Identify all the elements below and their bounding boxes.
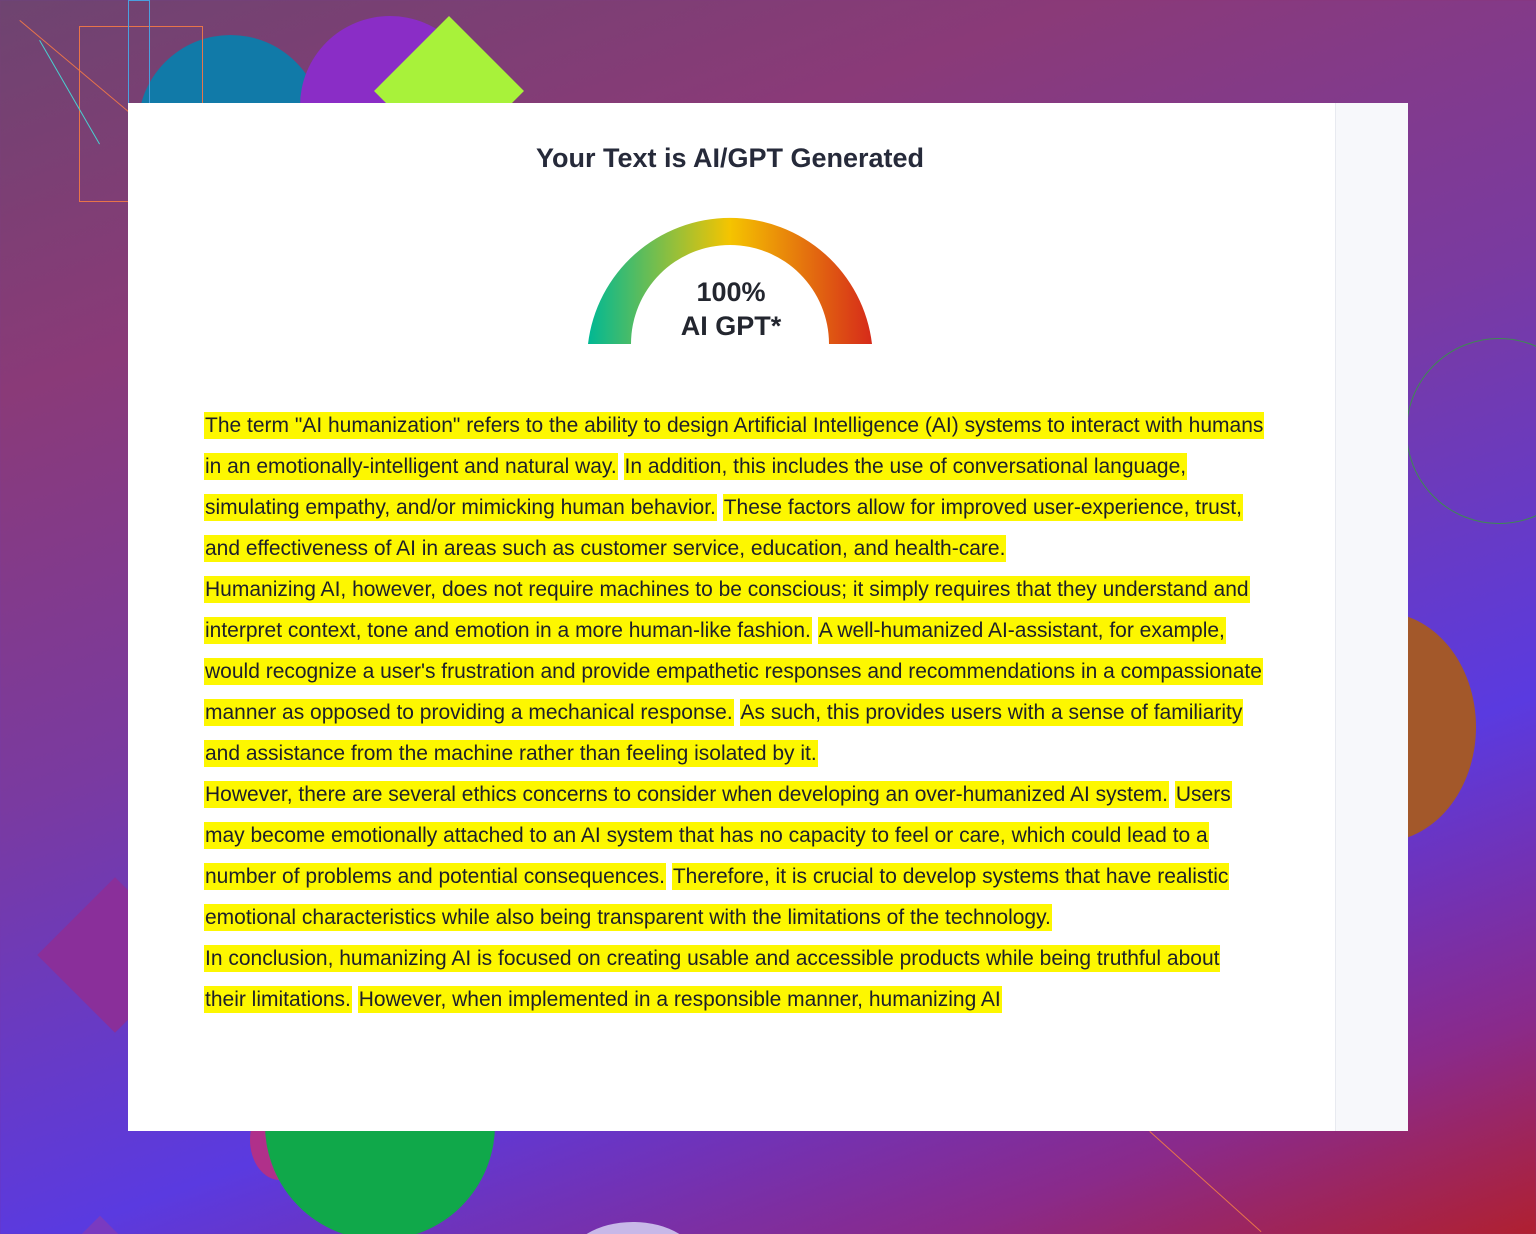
paragraph xyxy=(204,938,1264,1020)
highlighted-sentence: Users may become emotionally attached to an AI system that has no capacity to feel or care, which could lead to a number of problems and potential consequences. xyxy=(205,783,1231,888)
bg-circle-lavender xyxy=(568,1222,698,1234)
bg-diamond-small xyxy=(79,1216,121,1234)
highlighted-sentence: A well-humanized AI-assistant, for example, would recognize a user's frustration and provide empathetic responses and recommendations in a compassionate manner as opposed to providing a mechanical response. xyxy=(205,619,1262,724)
score-percent: 100% xyxy=(696,277,766,307)
paragraph xyxy=(204,774,1264,938)
highlighted-sentence: As such, this provides users with a sense of familiarity and assistance from the machine rather than feeling isolated by it. xyxy=(205,701,1243,765)
bg-outline-rect-blue xyxy=(128,0,150,110)
bg-ring-green xyxy=(1406,338,1536,524)
highlighted-sentence: In addition, this includes the use of conversational language, simulating empathy, and/or mimicking human behavior. xyxy=(205,455,1187,519)
report-window xyxy=(128,103,1408,1131)
highlighted-sentence: However, when implemented in a responsible manner, humanizing AI xyxy=(358,988,1001,1011)
scrollbar-track[interactable] xyxy=(1335,103,1408,1131)
highlighted-sentence: These factors allow for improved user-experience, trust, and effectiveness of AI in areas such as customer service, education, and health-care. xyxy=(205,496,1242,560)
paragraph xyxy=(204,405,1264,569)
analyzed-text xyxy=(204,405,1264,1020)
highlighted-sentence: In conclusion, humanizing AI is focused on creating usable and accessible products while being truthful about their limitations. xyxy=(205,947,1220,1011)
paragraph xyxy=(204,569,1264,774)
score-label: AI GPT* xyxy=(680,311,782,341)
bg-line xyxy=(1149,1131,1261,1232)
highlighted-sentence: Humanizing AI, however, does not require machines to be conscious; it simply requires that they understand and interpret context, tone and emotion in a more human-like fashion. xyxy=(205,578,1249,642)
gauge-label xyxy=(586,275,876,343)
page-title: Your Text is AI/GPT Generated xyxy=(535,143,925,173)
highlighted-sentence: However, there are several ethics concerns to consider when developing an over-humanized AI system. xyxy=(205,783,1169,806)
highlighted-sentence: Therefore, it is crucial to develop systems that have realistic emotional characteristics while also being transparent with the limitations of the technology. xyxy=(205,865,1229,929)
highlighted-sentence: The term "AI humanization" refers to the ability to design Artificial Intelligence (AI) systems to interact with humans in an emotionally-intelligent and natural way. xyxy=(205,414,1264,478)
